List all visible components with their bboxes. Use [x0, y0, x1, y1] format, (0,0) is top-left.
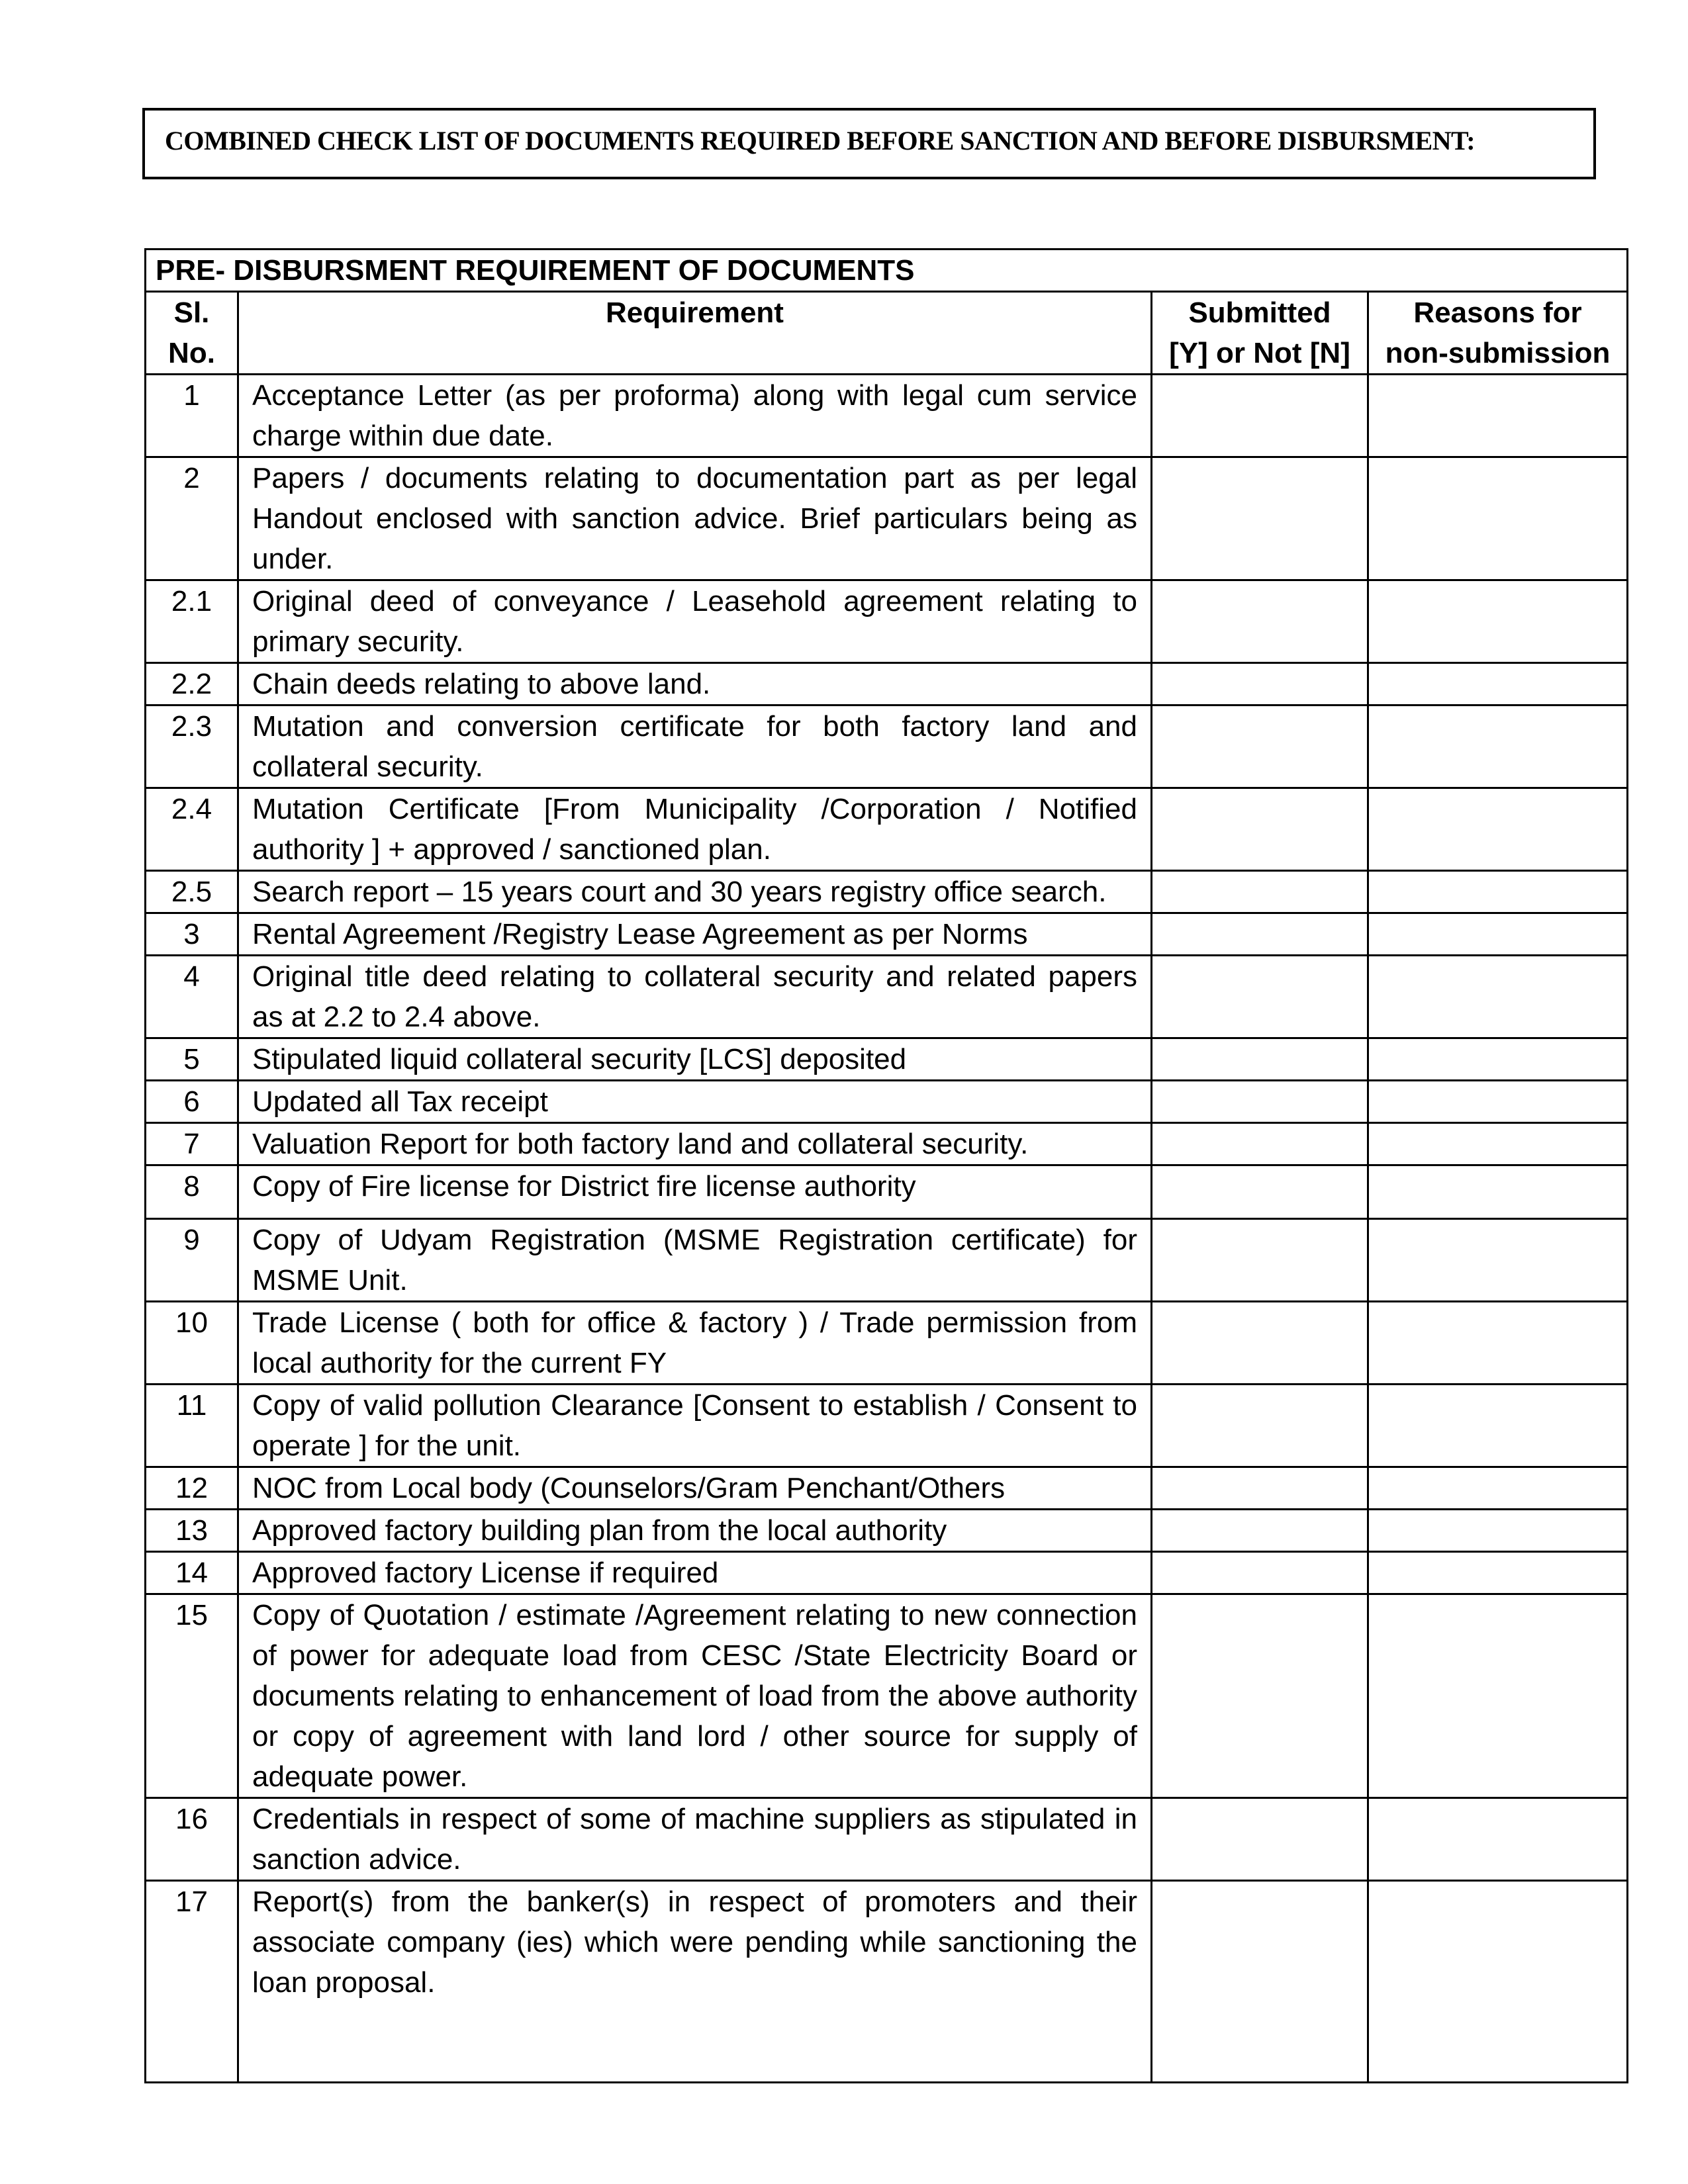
row-sl-no: 10: [146, 1302, 238, 1385]
row-sl-no: 1: [146, 375, 238, 457]
row-submitted-cell[interactable]: [1152, 1594, 1368, 1798]
row-submitted-cell[interactable]: [1152, 1038, 1368, 1081]
row-sl-no: 12: [146, 1467, 238, 1510]
checklist-row: [146, 705, 1628, 788]
row-reason-cell[interactable]: [1368, 1385, 1628, 1467]
document-title: COMBINED CHECK LIST OF DOCUMENTS REQUIRED BEFORE SANCTION AND BEFORE DISBURSMENT:: [165, 126, 1476, 156]
checklist-row: [146, 1302, 1628, 1385]
row-sl-no: 17: [146, 1881, 238, 2083]
row-requirement: Original title deed relating to collateral security and related papers as at 2.2 to 2.4 above.: [238, 956, 1152, 1038]
row-reason-cell[interactable]: [1368, 1552, 1628, 1594]
row-requirement: Mutation and conversion certificate for both factory land and collateral security.: [238, 705, 1152, 788]
row-requirement: Chain deeds relating to above land.: [238, 663, 1152, 705]
row-sl-no: 2.4: [146, 788, 238, 871]
row-submitted-cell[interactable]: [1152, 457, 1368, 580]
row-submitted-cell[interactable]: [1152, 705, 1368, 788]
row-sl-no: 2.3: [146, 705, 238, 788]
row-submitted-cell[interactable]: [1152, 913, 1368, 956]
row-requirement: Credentials in respect of some of machine suppliers as stipulated in sanction advice.: [238, 1798, 1152, 1881]
row-submitted-cell[interactable]: [1152, 1302, 1368, 1385]
row-reason-cell[interactable]: [1368, 580, 1628, 663]
row-requirement: NOC from Local body (Counselors/Gram Penchant/Others: [238, 1467, 1152, 1510]
row-submitted-cell[interactable]: [1152, 956, 1368, 1038]
row-submitted-cell[interactable]: [1152, 1081, 1368, 1123]
row-reason-cell[interactable]: [1368, 913, 1628, 956]
row-requirement: Copy of valid pollution Clearance [Consent to establish / Consent to operate ] for the unit.: [238, 1385, 1152, 1467]
row-requirement: Copy of Quotation / estimate /Agreement relating to new connection of power for adequate load from CESC /State Electricity Board or documents relating to enhancement of load from the above authority or copy of agreement with land lord / other source for supply of adequate power.: [238, 1594, 1152, 1798]
row-sl-no: 4: [146, 956, 238, 1038]
row-reason-cell[interactable]: [1368, 1165, 1628, 1219]
row-reason-cell[interactable]: [1368, 457, 1628, 580]
section-title: PRE- DISBURSMENT REQUIREMENT OF DOCUMENTS: [146, 250, 1628, 292]
row-requirement: Approved factory building plan from the local authority: [238, 1510, 1152, 1552]
row-sl-no: 15: [146, 1594, 238, 1798]
row-sl-no: 6: [146, 1081, 238, 1123]
row-sl-no: 9: [146, 1219, 238, 1302]
row-reason-cell[interactable]: [1368, 375, 1628, 457]
row-submitted-cell[interactable]: [1152, 1123, 1368, 1165]
row-requirement: Papers / documents relating to documentation part as per legal Handout enclosed with sanction advice. Brief particulars being as under.: [238, 457, 1152, 580]
column-header-requirement: Requirement: [238, 292, 1152, 375]
checklist-row: [146, 1798, 1628, 1881]
checklist-row: [146, 1123, 1628, 1165]
checklist-row: [146, 1881, 1628, 2083]
row-submitted-cell[interactable]: [1152, 580, 1368, 663]
checklist-row: [146, 956, 1628, 1038]
row-reason-cell[interactable]: [1368, 1219, 1628, 1302]
row-submitted-cell[interactable]: [1152, 1552, 1368, 1594]
row-requirement: Stipulated liquid collateral security [LCS] deposited: [238, 1038, 1152, 1081]
row-requirement: Original deed of conveyance / Leasehold agreement relating to primary security.: [238, 580, 1152, 663]
row-requirement: Rental Agreement /Registry Lease Agreement as per Norms: [238, 913, 1152, 956]
row-sl-no: 2.2: [146, 663, 238, 705]
row-reason-cell[interactable]: [1368, 1510, 1628, 1552]
checklist-row: [146, 1165, 1628, 1219]
row-sl-no: 2.5: [146, 871, 238, 913]
row-sl-no: 16: [146, 1798, 238, 1881]
row-reason-cell[interactable]: [1368, 1467, 1628, 1510]
row-requirement: Mutation Certificate [From Municipality /Corporation / Notified authority ] + approved / sanctioned plan.: [238, 788, 1152, 871]
checklist-row: [146, 457, 1628, 580]
row-reason-cell[interactable]: [1368, 1594, 1628, 1798]
checklist-row: [146, 1510, 1628, 1552]
row-reason-cell[interactable]: [1368, 1081, 1628, 1123]
row-submitted-cell[interactable]: [1152, 1881, 1368, 2083]
row-reason-cell[interactable]: [1368, 1302, 1628, 1385]
row-requirement: Copy of Udyam Registration (MSME Registration certificate) for MSME Unit.: [238, 1219, 1152, 1302]
row-sl-no: 13: [146, 1510, 238, 1552]
row-reason-cell[interactable]: [1368, 1798, 1628, 1881]
column-header-reasons: Reasons for non-submission: [1368, 292, 1628, 375]
checklist-row: [146, 788, 1628, 871]
row-submitted-cell[interactable]: [1152, 1467, 1368, 1510]
row-submitted-cell[interactable]: [1152, 375, 1368, 457]
row-requirement: Report(s) from the banker(s) in respect of promoters and their associate company (ies) which were pending while sanctioning the loan proposal.: [238, 1881, 1152, 2083]
row-requirement: Approved factory License if required: [238, 1552, 1152, 1594]
row-requirement: Acceptance Letter (as per proforma) along with legal cum service charge within due date.: [238, 375, 1152, 457]
row-sl-no: 2.1: [146, 580, 238, 663]
row-sl-no: 3: [146, 913, 238, 956]
checklist-row: [146, 1594, 1628, 1798]
checklist-body: [146, 375, 1628, 2083]
row-requirement: Search report – 15 years court and 30 years registry office search.: [238, 871, 1152, 913]
checklist-row: [146, 375, 1628, 457]
checklist-row: [146, 1552, 1628, 1594]
row-sl-no: 8: [146, 1165, 238, 1219]
row-requirement: Updated all Tax receipt: [238, 1081, 1152, 1123]
checklist-row: [146, 1081, 1628, 1123]
row-reason-cell[interactable]: [1368, 663, 1628, 705]
row-reason-cell[interactable]: [1368, 956, 1628, 1038]
row-sl-no: 11: [146, 1385, 238, 1467]
row-requirement: Trade License ( both for office & factory ) / Trade permission from local authority for the current FY: [238, 1302, 1152, 1385]
row-reason-cell[interactable]: [1368, 788, 1628, 871]
row-sl-no: 5: [146, 1038, 238, 1081]
row-sl-no: 2: [146, 457, 238, 580]
row-sl-no: 7: [146, 1123, 238, 1165]
checklist-row: [146, 913, 1628, 956]
row-submitted-cell[interactable]: [1152, 1798, 1368, 1881]
checklist-row: [146, 1038, 1628, 1081]
section-title-row: [146, 250, 1628, 292]
checklist-row: [146, 663, 1628, 705]
checklist-row: [146, 1467, 1628, 1510]
checklist-row: [146, 1385, 1628, 1467]
row-requirement: Valuation Report for both factory land and collateral security.: [238, 1123, 1152, 1165]
row-reason-cell[interactable]: [1368, 1038, 1628, 1081]
row-reason-cell[interactable]: [1368, 871, 1628, 913]
column-header-submitted: Submitted [Y] or Not [N]: [1152, 292, 1368, 375]
row-submitted-cell[interactable]: [1152, 871, 1368, 913]
row-submitted-cell[interactable]: [1152, 1219, 1368, 1302]
row-requirement: Copy of Fire license for District fire license authority: [238, 1165, 1152, 1219]
row-submitted-cell[interactable]: [1152, 1165, 1368, 1219]
checklist-row: [146, 1219, 1628, 1302]
checklist-row: [146, 871, 1628, 913]
row-submitted-cell[interactable]: [1152, 663, 1368, 705]
row-submitted-cell[interactable]: [1152, 1510, 1368, 1552]
row-reason-cell[interactable]: [1368, 705, 1628, 788]
document-title-box: [142, 108, 1596, 179]
row-reason-cell[interactable]: [1368, 1123, 1628, 1165]
row-sl-no: 14: [146, 1552, 238, 1594]
column-header-row: [146, 292, 1628, 375]
row-submitted-cell[interactable]: [1152, 1385, 1368, 1467]
checklist-row: [146, 580, 1628, 663]
row-submitted-cell[interactable]: [1152, 788, 1368, 871]
pre-disbursement-checklist-table: [144, 248, 1628, 2083]
column-header-sl-no: Sl. No.: [146, 292, 238, 375]
row-reason-cell[interactable]: [1368, 1881, 1628, 2083]
